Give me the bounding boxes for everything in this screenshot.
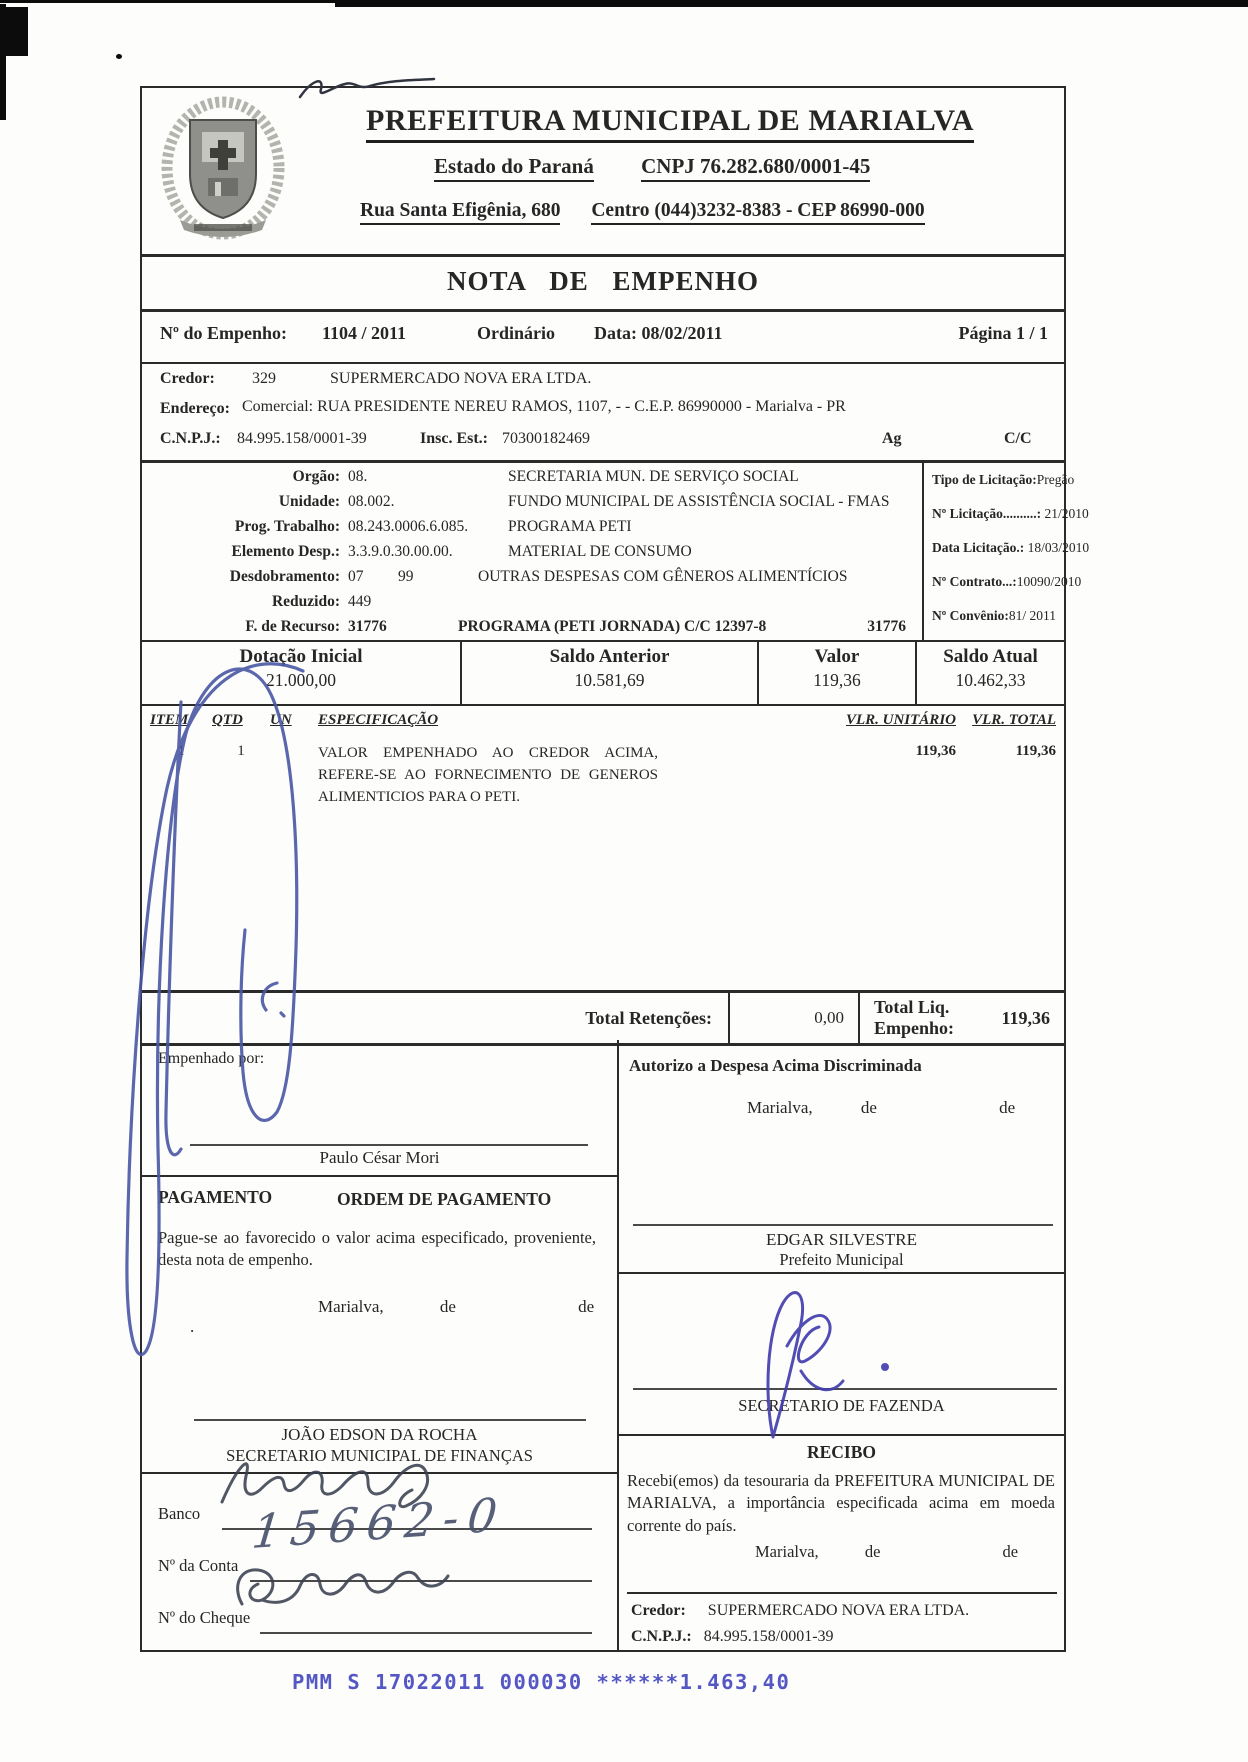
saldo-atual-value: 10.462,33: [955, 670, 1026, 690]
recibo-de2: de: [1002, 1542, 1019, 1561]
prefeito-name: EDGAR SILVESTRE: [766, 1230, 917, 1249]
ordem-pagamento-title: ORDEM DE PAGAMENTO: [337, 1189, 552, 1209]
unidade-row: [142, 493, 920, 511]
endereco-value: Comercial: RUA PRESIDENTE NEREU RAMOS, 1107, - - C.E.P. 86990000 - Marialva - PR: [242, 398, 846, 415]
recurso-desc: PROGRAMA (PETI JORNADA) C/C 12397-8: [458, 618, 767, 635]
empenho-number-label: Nº do Empenho:: [160, 323, 287, 343]
items-header-spacer: [438, 712, 826, 729]
scan-artifact-corner-block: [3, 7, 28, 56]
header-cnpj: CNPJ 76.282.680/0001-45: [641, 154, 870, 182]
recibo-de1: de: [864, 1542, 881, 1561]
empenhado-signature-line: [190, 1144, 588, 1146]
empenhado-label: Empenhado por:: [158, 1050, 265, 1067]
saldo-anterior-cell: [460, 640, 757, 704]
recurso-code: 31776: [348, 618, 387, 635]
recibo-credor-label: Credor:: [631, 1602, 686, 1619]
cheque-label: Nº do Cheque: [158, 1608, 251, 1627]
recibo-body: Recebi(emos) da tesouraria da PREFEITURA MUNICIPAL DE MARIALVA, a importância especificada acima em moeda corrente do país.: [627, 1471, 1055, 1535]
num-licitacao-row: [932, 506, 1089, 522]
pagamento-de2: de: [578, 1297, 595, 1316]
item-vlr-total: 119,36: [1015, 743, 1056, 759]
autorizo-de2: de: [999, 1098, 1016, 1117]
prog-trabalho-desc: PROGRAMA PETI: [508, 518, 632, 535]
scan-artifact-dot: [116, 54, 122, 59]
unidade-label: Unidade:: [278, 493, 340, 510]
orgao-row: [142, 468, 920, 486]
autorizo-dateline: [619, 1098, 1064, 1118]
pagamento-title: PAGAMENTO: [158, 1187, 273, 1207]
financas-signature-line: [194, 1419, 586, 1421]
licitacao-column: [922, 460, 1090, 640]
signatures-area: [142, 1040, 1064, 1650]
col-item-header: ITEM: [150, 712, 189, 728]
desdobramento-code2: 99: [398, 568, 414, 585]
tipo-licitacao-label: Tipo de Licitação:: [932, 472, 1037, 487]
recibo-divider-line: [627, 1592, 1057, 1594]
credor-cnpj-label: C.N.P.J.:: [160, 430, 221, 447]
autorizo-title: Autorizo a Despesa Acima Discriminada: [629, 1056, 922, 1075]
saldo-anterior-value: 10.581,69: [574, 670, 645, 690]
recurso-row: [142, 618, 920, 636]
num-licitacao-value: 21/2010: [1041, 506, 1089, 521]
prefeito-signature-line: [633, 1224, 1053, 1226]
recibo-cnpj-row: [631, 1628, 834, 1646]
credor-cnpj-value: 84.995.158/0001-39: [237, 430, 367, 447]
scan-artifact-top-bar: [335, 0, 1248, 7]
item-un: [270, 743, 318, 808]
header-district-phone-cep: Centro (044)3232-8383 - CEP 86990-000: [591, 200, 924, 225]
prog-trabalho-row: [142, 518, 920, 536]
autorizo-de1: de: [860, 1098, 877, 1117]
reduzido-code: 449: [348, 593, 372, 610]
desdobramento-label: Desdobramento:: [229, 568, 340, 585]
empenho-type: Ordinário: [477, 323, 556, 343]
pagamento-city: Marialva,: [318, 1297, 384, 1316]
unidade-code: 08.002.: [348, 493, 395, 510]
elemento-desc: MATERIAL DE CONSUMO: [508, 543, 692, 560]
total-liq-value: 119,36: [1001, 1007, 1050, 1028]
pagamento-body: Pague-se ao favorecido o valor acima especificado, proveniente, desta nota de empenho.: [158, 1228, 596, 1270]
saldo-anterior-label: Saldo Anterior: [549, 646, 670, 667]
conta-label: Nº da Conta: [158, 1556, 239, 1575]
recibo-credor-row: [631, 1602, 969, 1620]
doc-title: NOTA DE EMPENHO: [446, 266, 760, 296]
empenho-page: Página 1 / 1: [958, 323, 1048, 343]
insc-est-label: Insc. Est.:: [420, 430, 489, 447]
data-licitacao-value: 18/03/2010: [1024, 540, 1090, 555]
item-number: 1: [177, 743, 185, 759]
recurso-label: F. de Recurso:: [245, 618, 340, 635]
document-header: [142, 88, 1064, 257]
document-frame: [140, 86, 1090, 1652]
credor-label: Credor:: [160, 370, 215, 387]
reduzido-label: Reduzido:: [271, 593, 340, 610]
doc-title-band: [142, 254, 1064, 312]
header-address-row: [360, 200, 925, 225]
elemento-row: [142, 543, 920, 561]
reduzido-row: [142, 593, 920, 611]
desdobramento-desc: OUTRAS DESPESAS COM GÊNEROS ALIMENTÍCIOS: [478, 568, 848, 585]
fazenda-role: SECRETARIO DE FAZENDA: [738, 1396, 945, 1415]
empenho-date: Data: 08/02/2011: [594, 323, 723, 343]
scan-artifact-top-left-line: [0, 0, 340, 3]
recibo-dateline: [619, 1542, 1064, 1562]
elemento-code: 3.3.9.0.30.00.00.: [348, 543, 453, 560]
total-retencoes-value: 0,00: [730, 993, 860, 1043]
col-espec-header: ESPECIFICAÇÃO: [318, 712, 439, 728]
credor-block: [142, 362, 1064, 463]
orgao-desc: SECRETARIA MUN. DE SERVIÇO SOCIAL: [508, 468, 799, 485]
total-retencoes-label: Total Retenções:: [142, 993, 730, 1043]
orgao-label: Orgão:: [292, 468, 340, 485]
totals-row: [142, 640, 1064, 706]
col-vlr-unitario-header: VLR. UNITÁRIO: [845, 712, 956, 728]
fazenda-box: [619, 1272, 1064, 1436]
recibo-credor-value: SUPERMERCADO NOVA ERA LTDA.: [707, 1602, 970, 1619]
items-header-row: [142, 704, 1064, 729]
num-contrato-value: 10090/2010: [1016, 574, 1082, 589]
page-title: PREFEITURA MUNICIPAL DE MARIALVA: [366, 104, 974, 143]
desdobramento-code1: 07: [348, 568, 364, 585]
item-row-spacer: [658, 743, 826, 808]
dotacao-inicial-cell: [142, 640, 460, 704]
prog-trabalho-code: 08.243.0006.6.085.: [348, 518, 469, 535]
autorizo-box: [619, 1040, 1064, 1274]
num-convenio-label: Nº Convênio:: [932, 608, 1009, 623]
right-column: [619, 1040, 1064, 1650]
valor-label: Valor: [814, 646, 860, 667]
header-subtitle-row: [434, 154, 870, 182]
pagamento-box: [142, 1175, 617, 1474]
recibo-cnpj-label: C.N.P.J.:: [631, 1628, 692, 1645]
recibo-city: Marialva,: [755, 1542, 819, 1561]
empenho-number: 1104 / 2011: [322, 323, 407, 343]
item-qtd: 1: [237, 743, 245, 759]
total-liq-cell: [860, 993, 1064, 1043]
saldo-atual-label: Saldo Atual: [943, 646, 1038, 667]
scan-artifact-left-strip: [0, 4, 6, 120]
empenhado-signer-name: Paulo César Mori: [319, 1148, 440, 1167]
item-row: [142, 729, 1064, 808]
tipo-licitacao-row: [932, 472, 1074, 488]
items-table: [142, 704, 1064, 990]
col-un-header: UN: [270, 712, 292, 728]
retencoes-row: [142, 990, 1064, 1046]
col-qtd-header: QTD: [212, 712, 243, 728]
left-column: [142, 1040, 619, 1650]
dotacao-inicial-value: 21.000,00: [266, 670, 336, 690]
credor-code: 329: [252, 370, 276, 387]
prog-trabalho-label: Prog. Trabalho:: [234, 518, 340, 535]
banco-label: Banco: [158, 1504, 201, 1523]
recibo-box: [619, 1434, 1064, 1650]
saldo-atual-cell: [915, 640, 1064, 704]
empenho-row: [142, 309, 1064, 364]
item-vlr-unitario: 119,36: [915, 743, 956, 759]
col-vlr-total-header: VLR. TOTAL: [972, 712, 1056, 728]
num-convenio-value: 81/ 2011: [1008, 608, 1056, 623]
dotacao-inicial-label: Dotação Inicial: [239, 646, 363, 667]
endereco-label: Endereço:: [160, 400, 230, 417]
tipo-licitacao-value: Pregão: [1036, 472, 1075, 487]
pagamento-dateline: [142, 1297, 617, 1337]
elemento-label: Elemento Desp.:: [231, 543, 340, 560]
header-state: Estado do Paraná: [434, 154, 594, 182]
cc-label: C/C: [1004, 430, 1032, 447]
desdobramento-row: [142, 568, 920, 586]
header-street: Rua Santa Efigênia, 680: [360, 200, 560, 225]
recurso-code2: 31776: [867, 618, 906, 635]
pagamento-punct: .: [190, 1317, 195, 1336]
unidade-desc: FUNDO MUNICIPAL DE ASSISTÊNCIA SOCIAL - FMAS: [508, 493, 890, 510]
coat-of-arms-logo: [158, 94, 288, 244]
autorizo-city: Marialva,: [747, 1098, 813, 1117]
num-contrato-row: [932, 574, 1081, 590]
insc-est-value: 70300182469: [502, 430, 590, 447]
valor-cell: [757, 640, 915, 704]
recibo-cnpj-value: 84.995.158/0001-39: [703, 1628, 834, 1645]
financas-signer-name: JOÃO EDSON DA ROCHA: [281, 1425, 478, 1444]
fazenda-signature-line: [633, 1388, 1057, 1390]
financas-signer-role: SECRETARIO MUNICIPAL DE FINANÇAS: [226, 1446, 533, 1465]
orgao-code: 08.: [348, 468, 368, 485]
total-liq-label: Total Liq. Empenho:: [874, 997, 955, 1038]
num-convenio-row: [932, 608, 1056, 624]
budget-block: [142, 460, 1090, 642]
recibo-title: RECIBO: [806, 1442, 877, 1462]
empenhado-box: [142, 1040, 617, 1177]
conta-line: [250, 1580, 592, 1582]
valor-value: 119,36: [813, 670, 861, 690]
machine-stamp: PMM S 17022011 000030 ******1.463,40: [292, 1670, 791, 1694]
prefeito-role: Prefeito Municipal: [779, 1250, 904, 1269]
data-licitacao-row: [932, 540, 1089, 556]
pagamento-de1: de: [439, 1297, 456, 1316]
handwritten-account-number: 15662-0: [249, 1486, 509, 1560]
credor-name: SUPERMERCADO NOVA ERA LTDA.: [330, 370, 592, 387]
item-especificacao: VALOR EMPENHADO AO CREDOR ACIMA, REFERE-SE AO FORNECIMENTO DE GENEROS ALIMENTICIOS PARA O PETI.: [318, 745, 658, 805]
ag-label: Ag: [882, 430, 902, 447]
cheque-line: [260, 1632, 592, 1634]
num-licitacao-label: Nº Licitação..........:: [932, 506, 1042, 521]
num-contrato-label: Nº Contrato...:: [932, 574, 1017, 589]
data-licitacao-label: Data Licitação.:: [932, 540, 1025, 555]
